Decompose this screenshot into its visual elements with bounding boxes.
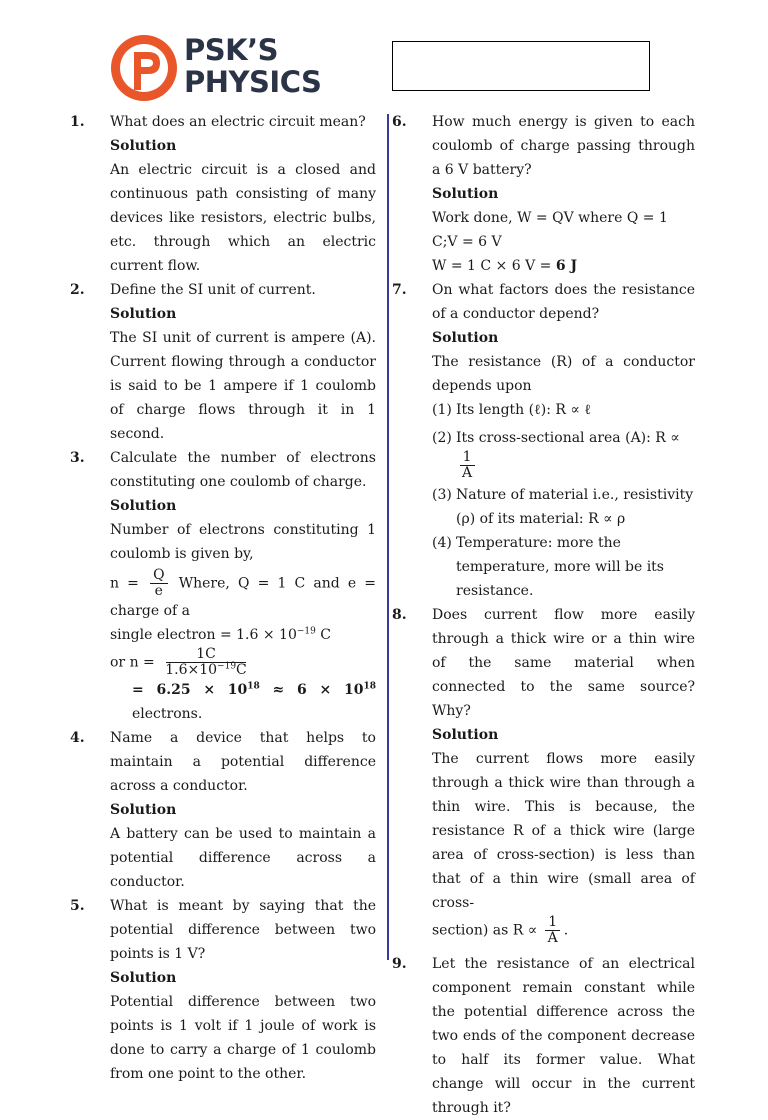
charge-unit: C [315, 627, 332, 643]
den-exponent: −19 [217, 661, 237, 672]
fraction-numerator: 1 [545, 915, 560, 931]
fraction-1-over-a [459, 450, 475, 481]
single-electron-charge [70, 623, 376, 647]
answer-text: Number of electrons constituting 1 coulomb is given by, [110, 522, 376, 562]
result-exp-1: 18 [247, 681, 260, 692]
solution-label: Solution [110, 498, 177, 514]
factor-text: Its length (ℓ): R ∝ ℓ [456, 402, 592, 418]
question-text: Define the SI unit of current. [110, 282, 316, 298]
fraction-numerator: 1 [460, 450, 475, 466]
question-3 [70, 446, 376, 494]
fraction-numerator: Q [150, 568, 167, 584]
answer-text: The SI unit of current is ampere (A). Current flowing through a conductor is said to be 1 ampere if 1 coulomb of charge flows through it in 1 second. [110, 330, 376, 442]
question-text: Name a device that helps to maintain a potential difference across a conductor. [110, 730, 376, 794]
fraction-1c-over-e [162, 647, 250, 678]
question-number: 4. [70, 730, 85, 746]
factor-text: Nature of material i.e., resistivity (ρ) of its material: R ∝ ρ [456, 487, 694, 527]
question-2 [70, 278, 376, 302]
answer-text: The resistance (R) of a conductor depends upon [432, 354, 695, 394]
left-column [70, 110, 376, 1086]
fraction-denominator: A [547, 930, 558, 946]
question-number: 8. [392, 607, 407, 623]
factor-key: (2) [432, 430, 452, 446]
fraction-1-over-a [545, 915, 561, 946]
solution-label: Solution [432, 330, 499, 346]
den-unit: C [236, 662, 247, 678]
fraction-numerator: 1C [166, 647, 246, 663]
column-divider [387, 114, 389, 960]
logo [108, 30, 328, 106]
factor-text: Temperature: more the temperature, more will be its resistance. [456, 535, 664, 599]
question-number: 7. [392, 282, 407, 298]
question-text: What does an electric circuit mean? [110, 114, 366, 130]
answer-end [392, 915, 695, 952]
factor-key: (1) [432, 402, 452, 418]
question-1 [70, 110, 376, 134]
result-part-2: ≈ 6 × 10 [259, 682, 364, 698]
factor-2 [392, 422, 695, 483]
factor-text [456, 426, 695, 481]
right-column [392, 110, 695, 1120]
question-number: 2. [70, 282, 85, 298]
answer-text: A battery can be used to maintain a potential difference across a conductor. [110, 826, 376, 890]
question-text: What is meant by saying that the potential difference between two points is 1 V? [110, 898, 376, 962]
question-text: On what factors does the resistance of a conductor depend? [432, 282, 695, 322]
logo-line-2: PHYSICS [184, 65, 322, 99]
solution-label: Solution [110, 306, 177, 322]
answer-line-2-pre: W = 1 C × 6 V = [432, 258, 556, 274]
answer-text: The current flows more easily through a thick wire than through a thin wire. This is because, the resistance R of a thick wire (large area of cross-section) is less than that of a thin wire (small area of cross- [432, 751, 695, 911]
factor-1 [392, 398, 695, 422]
factor-key: (4) [432, 535, 452, 551]
factor-text-main: Its cross-sectional area (A): R ∝ [456, 430, 680, 446]
question-6 [392, 110, 695, 182]
result-line [70, 678, 376, 726]
factor-4 [392, 531, 695, 603]
factor-key: (3) [432, 487, 452, 503]
question-9 [392, 952, 695, 1120]
answer-line-1: Work done, W = QV where Q = 1 C;V = 6 V [432, 210, 668, 250]
factor-3 [392, 483, 695, 531]
den-base: 1.6×10 [165, 662, 218, 678]
question-number: 9. [392, 956, 407, 972]
question-number: 6. [392, 114, 407, 130]
result-unit: electrons. [132, 706, 203, 722]
result-part-1: = 6.25 × 10 [132, 682, 248, 698]
answer-text: An electric circuit is a closed and continuous path consisting of many devices like resistors, electric bulbs, etc. through which an electric current flow. [110, 162, 376, 274]
fraction-denominator [162, 663, 250, 678]
solution-label: Solution [432, 186, 499, 202]
blank-name-box [392, 41, 650, 91]
question-5 [70, 894, 376, 966]
solution-label: Solution [110, 138, 177, 154]
formula-n [70, 566, 376, 623]
question-text: Calculate the number of electrons constituting one coulomb of charge. [110, 450, 376, 490]
answer-line-2 [392, 254, 695, 278]
fraction-denominator: A [462, 465, 473, 481]
question-text: Does current flow more easily through a thick wire or a thin wire of the same material when connected to the same source? Why? [432, 607, 695, 719]
answer-end-dot: . [563, 922, 569, 939]
question-text: How much energy is given to each coulomb of charge passing through a 6 V battery? [432, 114, 695, 178]
fraction-q-over-e [150, 568, 167, 599]
charge-exponent: −19 [296, 626, 316, 637]
solution-label: Solution [110, 802, 177, 818]
question-7 [392, 278, 695, 326]
or-n-label: or n = [110, 654, 155, 671]
logo-text [184, 34, 321, 98]
formula-or-n [70, 647, 376, 678]
logo-mark-icon [108, 30, 180, 106]
charge-prefix: single electron = 1.6 × 10 [110, 627, 297, 643]
result-exp-2: 18 [363, 681, 376, 692]
question-8 [392, 603, 695, 723]
question-number: 3. [70, 450, 85, 466]
fraction-denominator: e [154, 583, 163, 599]
solution-label: Solution [432, 727, 499, 743]
answer-end-text: section) as R ∝ [432, 922, 538, 939]
formula-where: Where, Q = 1 C and e = charge of a [110, 575, 377, 619]
question-number: 1. [70, 114, 85, 130]
answer-line-2-result: 6 J [555, 258, 578, 274]
question-4 [70, 726, 376, 798]
question-number: 5. [70, 898, 85, 914]
formula-lhs: n = [110, 575, 139, 592]
solution-label: Solution [110, 970, 177, 986]
logo-line-1: PSK’S [184, 33, 279, 67]
question-text: Let the resistance of an electrical component remain constant while the potential difference across the two ends of the component decrease to half its former value. What change will occur in the current through it? [432, 956, 695, 1116]
answer-text: Potential difference between two points is 1 volt if 1 joule of work is done to carry a charge of 1 coulomb from one point to the other. [110, 994, 376, 1082]
